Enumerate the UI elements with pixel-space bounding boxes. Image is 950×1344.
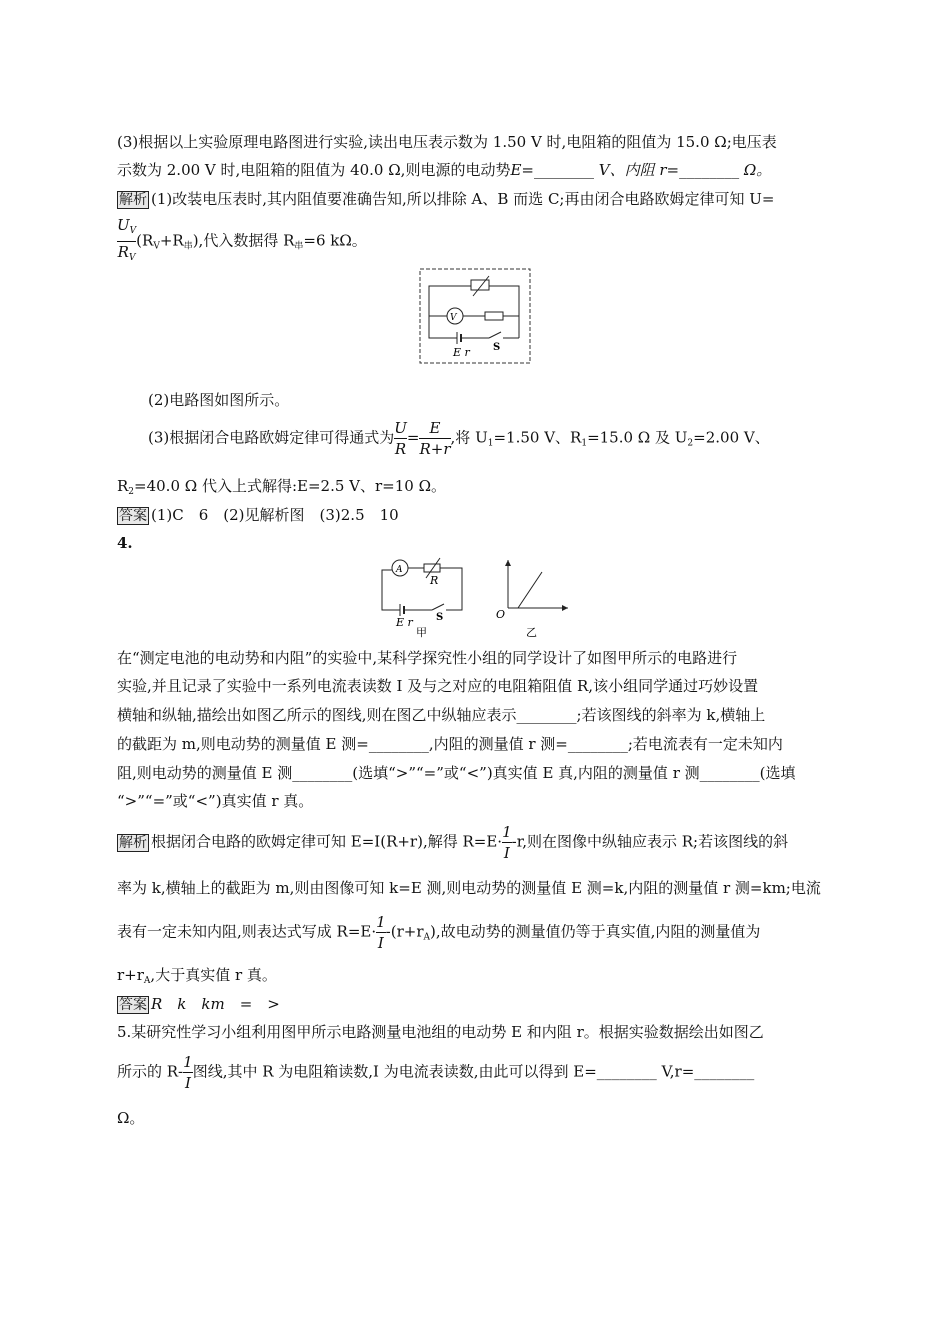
analysis-tag: 解析 — [119, 192, 147, 208]
q3-answer-text: (1)C 6 (2)见解析图 (3)2.5 10 — [151, 506, 399, 524]
analysis-tag: 解析 — [119, 834, 147, 851]
q5-line3: Ω。 — [117, 1109, 145, 1127]
q4-line1: 在“测定电池的电动势和内阻”的实验中,某科学探究性小组的同学设计了如图甲所示的电路进行 — [117, 649, 738, 667]
graph-yi — [494, 556, 574, 638]
svg-text:E r: E r — [453, 346, 470, 359]
one-over-i-fraction-2: $\frac{1}{I}$ — [376, 913, 386, 952]
switch-symbol — [432, 604, 444, 610]
q4-analysis-line4: $r+r_A$,大于真实值 r 真。 — [117, 966, 277, 986]
switch-symbol — [489, 332, 501, 338]
q3-analysis-line2: $\frac{U_V}{R_V}$ $(R_V+R_串)$,代入数据得 $R_串=6$ kΩ。 — [117, 215, 367, 268]
q5-line1: 5.某研究性学习小组利用图甲所示电路测量电池组的电动势 E 和内阻 r。根据实验数据绘出如图乙 — [117, 1023, 764, 1041]
resistor-symbol — [485, 312, 503, 320]
rheostat-symbol — [471, 280, 489, 290]
q3-part3-line1: (3)根据以上实验原理电路图进行实验,读出电压表示数为 1.50 V 时,电阻箱的阻值为 15.0 Ω;电压表 — [117, 133, 777, 151]
q4-line3: 横轴和纵轴,描绘出如图乙所示的图线,则在图乙中纵轴应表示________;若该图线的斜率为 k,横轴上 — [117, 706, 766, 724]
u-over-r-fraction: $\frac{U}{R}$ — [394, 419, 407, 458]
answer-tag: 答案 — [119, 997, 147, 1013]
q5-line2: 所示的 R- $\frac{1}{I}$ 图线,其中 R 为电阻箱读数,I 为电流表读数,由此可以得到 E=________ V,r=________ — [117, 1053, 755, 1092]
one-over-i-fraction: $\frac{1}{I}$ — [502, 823, 512, 862]
q3-part3-line2 — [117, 160, 771, 180]
svg-text:S: S — [436, 612, 444, 623]
q3-part3-line2a: 示数为 2.00 V 时,电阻箱的阻值为 40.0 Ω,则电源的电动势 — [117, 161, 511, 179]
uv-over-rv-fraction: $\frac{U_V}{R_V}$ — [117, 216, 137, 263]
q4-analysis-line2: 率为 k,横轴上的截距为 m,则由图像可知 k=E 测,则电动势的测量值 E 测=k,内阻的测量值 r 测=km;电流 — [117, 879, 821, 897]
q3-analysis-text1: (1)改装电压表时,其内阻值要准确告知,所以排除 A、B 而选 C;再由闭合电路欧姆定律可知 U= — [151, 190, 775, 208]
q4-analysis-line3: 表有一定未知内阻,则表达式写成 R=E· $\frac{1}{I}$ $-(r+r_A)$,故电动势的测量值仍等于真实值,内阻的测量值为 — [117, 913, 761, 952]
svg-text:S: S — [493, 342, 501, 353]
q3-analysis-line1 — [117, 189, 774, 210]
svg-text:A: A — [396, 565, 403, 575]
svg-text:O: O — [496, 608, 506, 621]
svg-text:R: R — [430, 574, 439, 587]
svg-text:乙: 乙 — [526, 626, 537, 638]
q4-line5: 阻,则电动势的测量值 E 测________(选填“>”“=”或“<”)真实值 E 真,内阻的测量值 r 测________(选填 — [117, 764, 796, 782]
q4-number: 4. — [117, 534, 133, 552]
q4-answer — [117, 994, 280, 1015]
one-over-i-fraction-3: $\frac{1}{I}$ — [183, 1053, 193, 1092]
svg-text:V: V — [450, 313, 457, 323]
svg-text:E r: E r — [396, 616, 413, 629]
q3-part3-line2b: E=________ V、内阻 — [510, 161, 655, 179]
q4-line2: 实验,并且记录了实验中一系列电流表读数 I 及与之对应的电阻箱阻值 R,该小组同学通过巧妙设置 — [117, 677, 759, 695]
q4-answer-text: R k km = > — [151, 995, 280, 1013]
q3-analysis-part3: (3)根据闭合电路欧姆定律可得通式为 $\frac{U}{R}$ = $\frac{E}{R+r}$ ,将 $U_1=1.50$ V、$R_1=15.0$ Ω 及 $U_2=2.00$ V、 — [148, 419, 770, 458]
q3-analysis-part3-line2: $R_2=40.0$ Ω 代入上式解得:E=2.5 V、r=10 Ω。 — [117, 477, 447, 497]
e-over-rr-fraction: $\frac{E}{R+r}$ — [419, 419, 451, 458]
answer-tag: 答案 — [119, 508, 147, 524]
q3-answer — [117, 505, 399, 526]
graph-line — [518, 572, 542, 608]
resistance-box-symbol — [424, 564, 440, 572]
q4-line4: 的截距为 m,则电动势的测量值 E 测=________,内阻的测量值 r 测=________;若电流表有一定未知内 — [117, 735, 783, 753]
svg-text:甲: 甲 — [416, 626, 427, 638]
circuit-diagram-jia — [378, 556, 468, 638]
q4-line6: “>”“=”或“<”)真实值 r 真。 — [117, 792, 314, 810]
circuit-diagram-voltmeter — [419, 268, 531, 364]
q3-analysis-part2: (2)电路图如图所示。 — [148, 391, 290, 409]
q4-analysis-line1: 解析 根据闭合电路的欧姆定律可知 E=I(R+r),解得 R=E· $\frac{1}{I}$ -r,则在图像中纵轴应表示 R;若该图线的斜 — [119, 823, 789, 862]
q3-part3-line2c: r=________ Ω。 — [659, 161, 772, 179]
